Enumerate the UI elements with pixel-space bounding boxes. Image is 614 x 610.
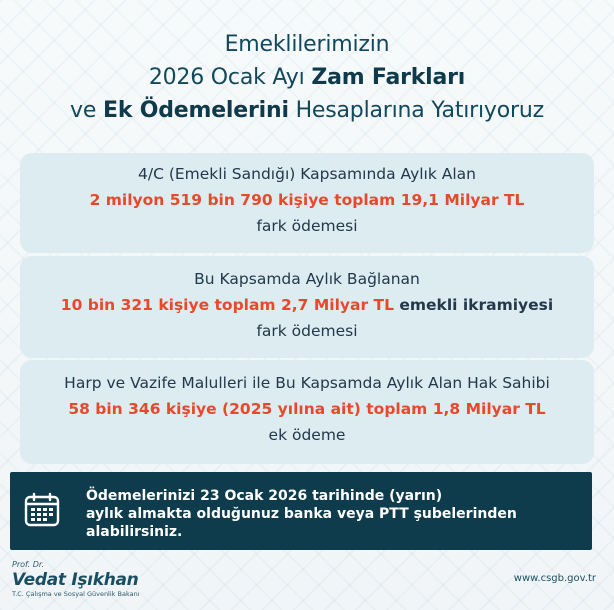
card-3-amount: 58 bin 346 kişiye (2025 yılına ait) toplam 1,8 Milyar TL bbox=[68, 400, 546, 418]
info-card-harp-vazife bbox=[20, 360, 594, 464]
headline-line-3 bbox=[20, 94, 594, 127]
headline-ek-odemelerini: Ek Ödemelerini bbox=[103, 98, 289, 123]
headline-line-2 bbox=[20, 61, 594, 94]
calendar-icon bbox=[24, 492, 60, 528]
notice-line-1: Ödemelerinizi 23 Ocak 2026 tarihinde (yarın) bbox=[86, 488, 443, 504]
notice-line-3: alabilirsiniz. bbox=[86, 524, 183, 540]
headline-line-1: Emeklilerimizin bbox=[224, 32, 390, 57]
minister-signature bbox=[12, 560, 172, 599]
payment-notice bbox=[10, 472, 592, 550]
info-card-emekli-sandigi bbox=[20, 153, 594, 253]
card-1-type: fark ödemesi bbox=[256, 217, 358, 235]
info-card-ikramiye bbox=[20, 256, 594, 358]
headline-line-3-text-a: ve bbox=[70, 98, 103, 123]
card-1-heading: 4/C (Emekli Sandığı) Kapsamında Aylık Alan bbox=[137, 165, 477, 183]
website-link[interactable]: www.csgb.gov.tr bbox=[513, 573, 596, 584]
signature-name: Vedat Işıkhan bbox=[12, 570, 139, 590]
headline-line-3-text-c: Hesaplarına Yatırıyoruz bbox=[288, 98, 544, 123]
signature-role: T.C. Çalışma ve Sosyal Güvenlik Bakanı bbox=[12, 590, 140, 598]
notice-line-2: aylık almakta olduğunuz banka veya PTT şubelerinden bbox=[86, 506, 517, 522]
card-3-heading: Harp ve Vazife Malulleri ile Bu Kapsamda Aylık Alan Hak Sahibi bbox=[64, 374, 550, 392]
headline bbox=[20, 28, 594, 127]
card-3-type: ek ödeme bbox=[268, 426, 346, 444]
card-2-heading: Bu Kapsamda Aylık Bağlanan bbox=[194, 270, 420, 288]
card-2-ikramiye: emekli ikramiyesi bbox=[393, 296, 554, 314]
notice-text bbox=[86, 487, 576, 541]
signature-prefix: Prof. Dr. bbox=[12, 560, 45, 569]
card-2-amount: 10 bin 321 kişiye toplam 2,7 Milyar TL bbox=[60, 296, 394, 314]
headline-zam-farklari: Zam Farkları bbox=[311, 65, 466, 90]
card-2-type: fark ödemesi bbox=[256, 322, 358, 340]
card-1-amount: 2 milyon 519 bin 790 kişiye toplam 19,1 Milyar TL bbox=[89, 191, 525, 209]
card-2-amount-row bbox=[20, 292, 594, 318]
headline-line-2-text: 2026 Ocak Ayı bbox=[148, 65, 312, 90]
